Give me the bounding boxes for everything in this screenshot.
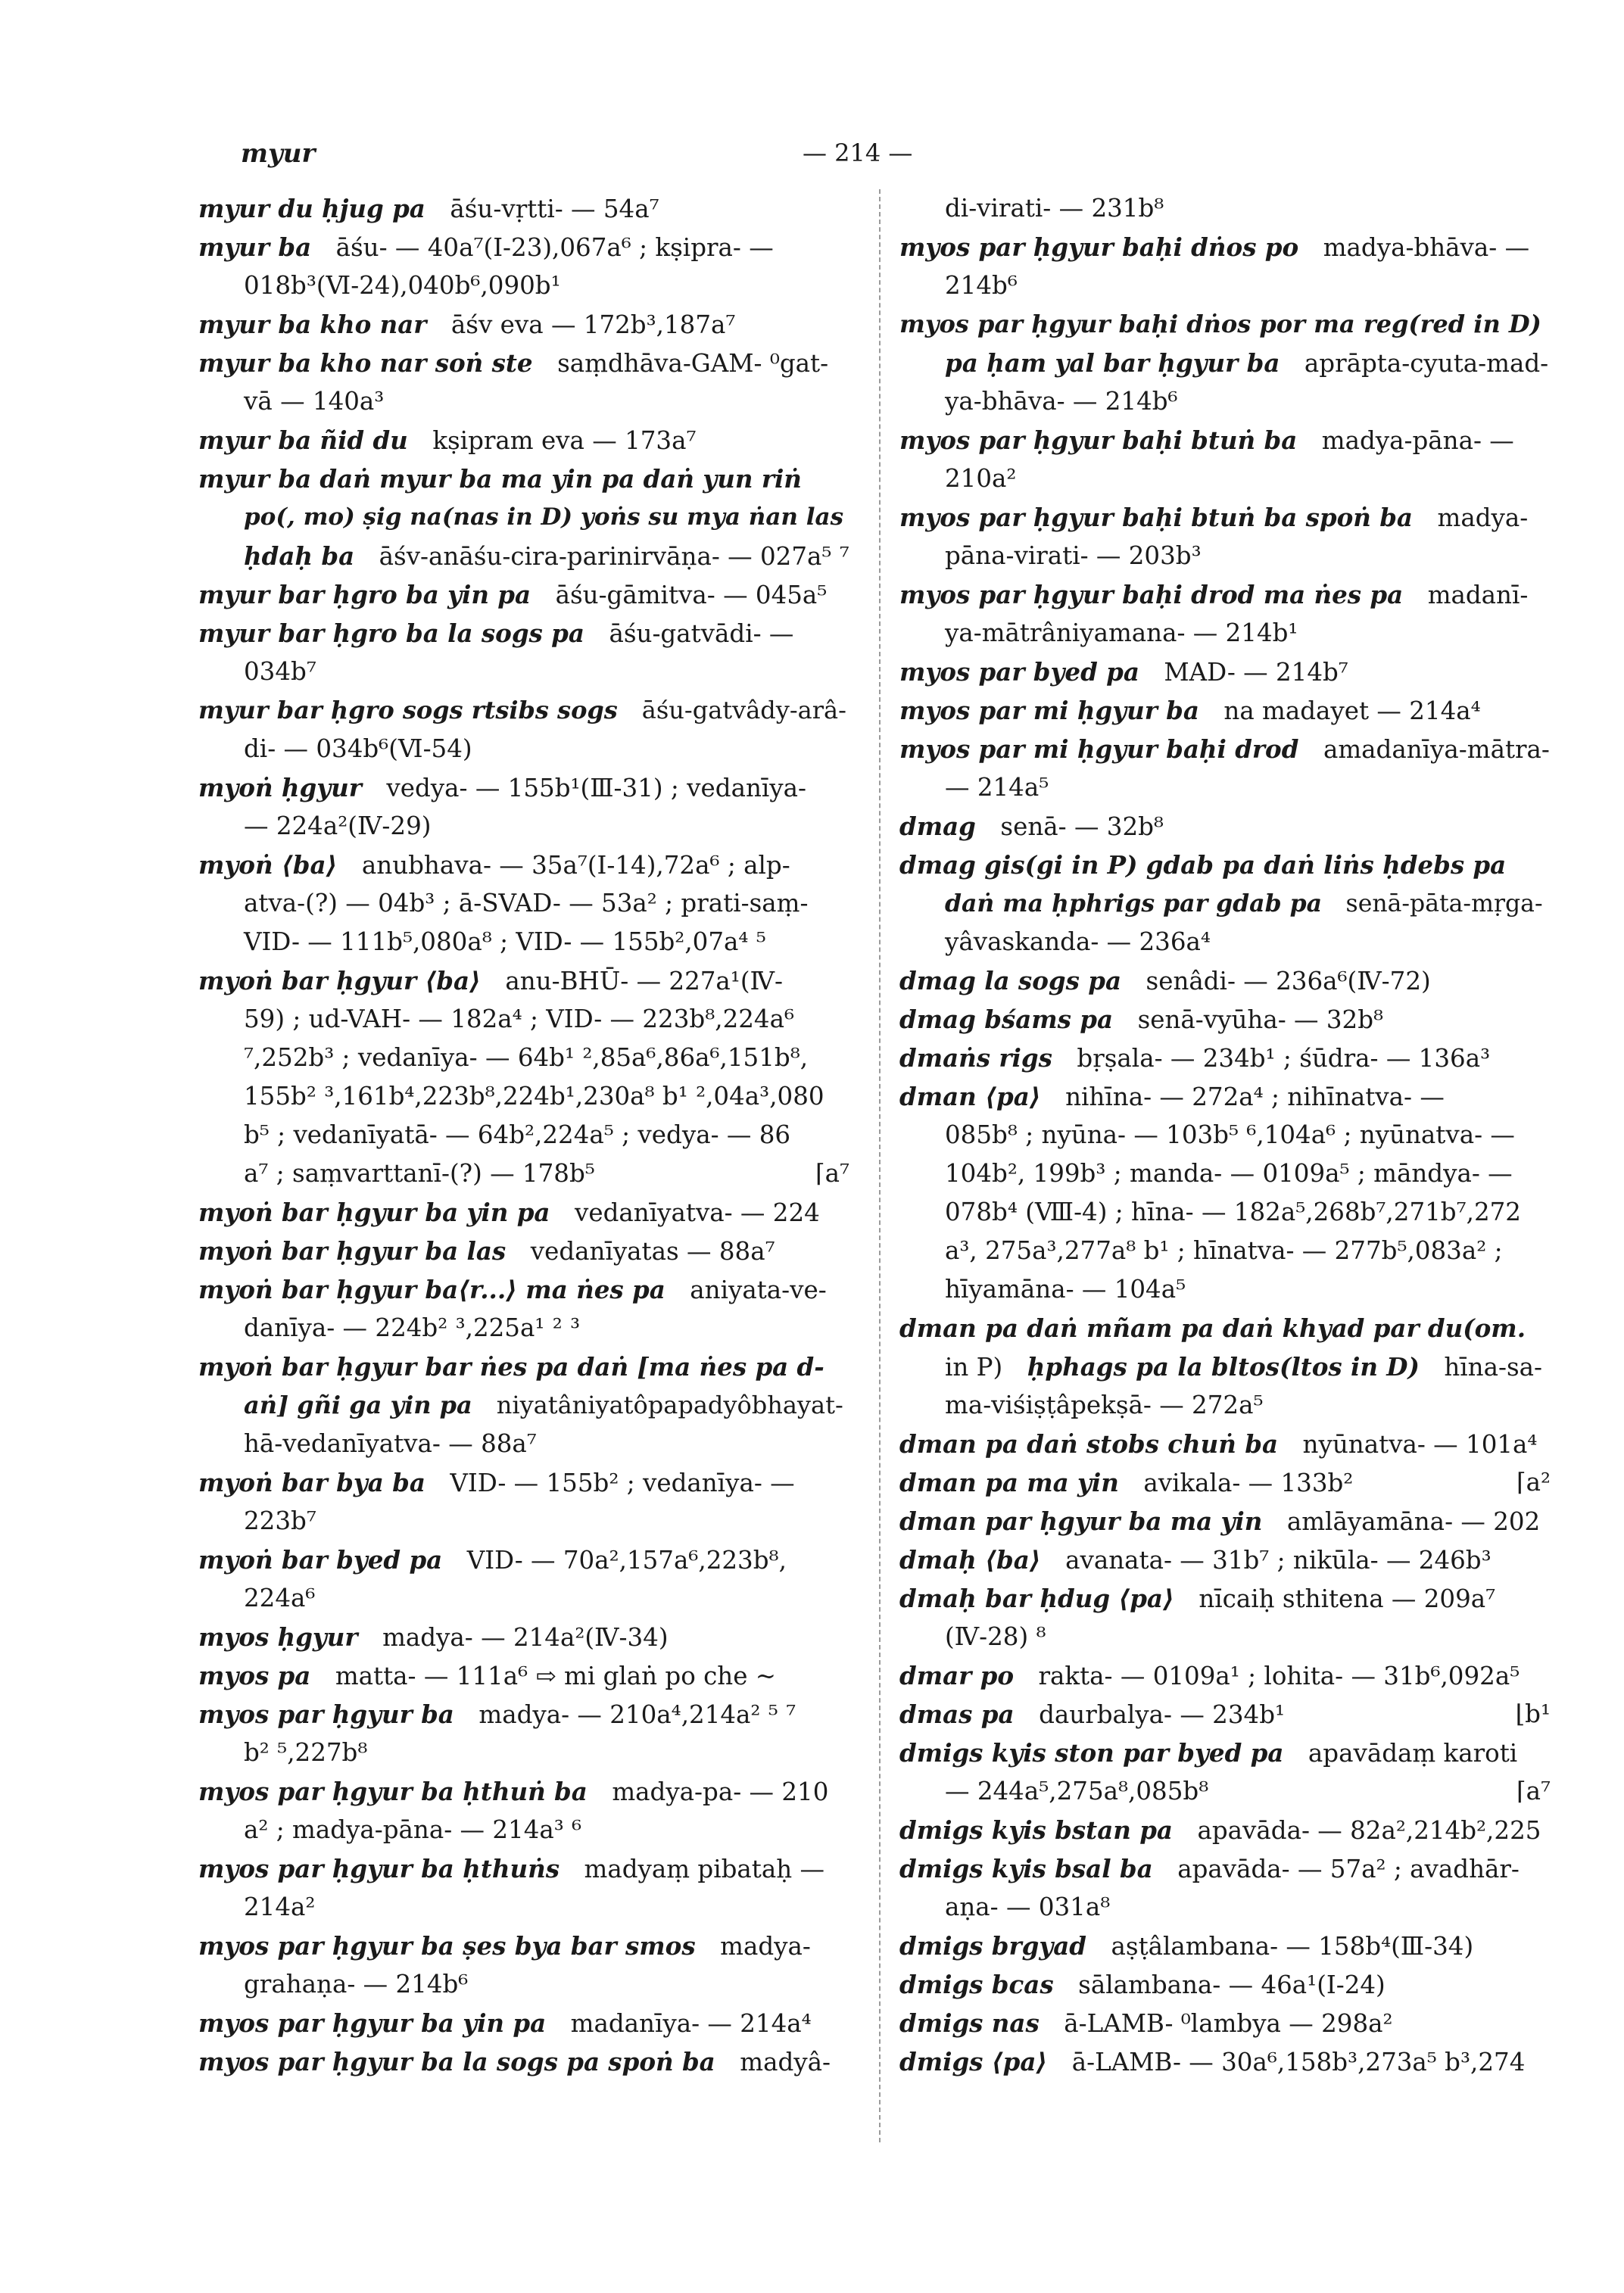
dictionary-line <box>198 1618 849 1656</box>
dictionary-line <box>899 266 1551 305</box>
sanskrit-equivalent: saṃdhāva-GAM- ⁰gat- <box>557 349 829 378</box>
tibetan-headword: myos par ḥgyur baḥi dṅos po <box>899 232 1299 262</box>
dictionary-line <box>198 1772 849 1811</box>
margin-mark: ⌈a² <box>1516 1468 1551 1497</box>
dictionary-line <box>899 1425 1551 1463</box>
dictionary-line <box>899 1579 1551 1618</box>
tibetan-headword: myoṅ ⟨ba⟩ <box>198 850 338 880</box>
sanskrit-equivalent: matta- — 111a⁶ ⇨ mi glaṅ po che ~ <box>335 1662 777 1690</box>
sanskrit-equivalent: a³, 275a³,277a⁸ b¹ ; hīnatva- — 277b⁵,083a² ; <box>945 1236 1503 1265</box>
dictionary-line <box>899 807 1551 846</box>
dictionary-line <box>198 1193 849 1232</box>
dictionary-line <box>899 730 1551 768</box>
tibetan-headword: myos par ḥgyur baḥi btuṅ ba spoṅ ba <box>899 503 1413 532</box>
sanskrit-equivalent: hīyamāna- — 104a⁵ <box>945 1275 1186 1304</box>
tibetan-headword: dmag gis(gi in P) gdab pa daṅ liṅs ḥdebs pa <box>899 850 1507 880</box>
tibetan-headword: dmigs bcas <box>899 1970 1054 1999</box>
dictionary-line <box>198 1154 849 1193</box>
tibetan-headword: dman ⟨pa⟩ <box>899 1082 1041 1111</box>
dictionary-line <box>198 884 849 923</box>
dictionary-line <box>899 1656 1551 1695</box>
dictionary-line <box>899 1541 1551 1579</box>
sanskrit-equivalent: anubhava- — 35a⁷(Ⅰ-14),72a⁶ ; alp- <box>361 851 790 880</box>
sanskrit-equivalent: 018b³(Ⅵ-24),040b⁶,090b¹ <box>244 271 561 300</box>
tibetan-headword: myur ba <box>198 232 312 262</box>
tibetan-headword: myur du ḥjug pa <box>198 194 425 223</box>
dictionary-line <box>198 807 849 846</box>
sanskrit-equivalent: madya- — 210a⁴,214a² ⁵ ⁷ <box>478 1700 796 1729</box>
tibetan-headword: dmag bśams pa <box>899 1005 1114 1034</box>
dictionary-line <box>899 1695 1551 1734</box>
dictionary-line <box>198 923 849 961</box>
sanskrit-equivalent: 085b⁸ ; nyūna- — 103b⁵ ⁶,104a⁶ ; nyūnatva- — <box>945 1120 1515 1149</box>
dictionary-line <box>198 1541 849 1579</box>
tibetan-headword: myos ḥgyur <box>198 1622 358 1652</box>
tibetan-headword: dman pa daṅ stobs chuṅ ba <box>899 1429 1279 1459</box>
dictionary-line <box>899 691 1551 730</box>
tibetan-headword: myoṅ bar byed pa <box>198 1545 443 1575</box>
dictionary-line <box>899 1193 1551 1232</box>
sanskrit-equivalent: VID- — 111b⁵,080a⁸ ; VID- — 155b²,07a⁴ ⁵ <box>244 927 766 956</box>
dictionary-line <box>899 1386 1551 1425</box>
sanskrit-equivalent: anu-BHŪ- — 227a¹(Ⅳ- <box>505 967 783 995</box>
dictionary-line <box>198 614 849 653</box>
dictionary-line <box>899 1000 1551 1039</box>
dictionary-line <box>198 2042 849 2081</box>
dictionary-line <box>198 266 849 305</box>
margin-mark: ⌈a⁷ <box>1516 1777 1551 1805</box>
sanskrit-equivalent: aṣṭâlambana- — 158b⁴(Ⅲ-34) <box>1111 1932 1474 1961</box>
dictionary-line <box>899 2004 1551 2042</box>
dictionary-line <box>899 575 1551 614</box>
sanskrit-equivalent: aniyata-ve- <box>690 1276 827 1304</box>
dictionary-line <box>198 691 849 730</box>
dictionary-line <box>198 344 849 382</box>
dictionary-line <box>899 1232 1551 1270</box>
dictionary-line <box>198 305 849 344</box>
tibetan-headword: myos pa <box>198 1661 311 1690</box>
dictionary-line <box>899 1772 1551 1811</box>
tibetan-headword: myur bar ḥgro sogs rtsibs sogs <box>198 696 618 724</box>
tibetan-headword: myur ba kho nar soṅ ste <box>198 348 533 378</box>
dictionary-line <box>198 382 849 421</box>
dictionary-line <box>198 846 849 884</box>
sanskrit-equivalent: rakta- — 0109a¹ ; lohita- — 31b⁶,092a⁵ <box>1038 1662 1520 1690</box>
sanskrit-equivalent: ma-viśiṣṭâpekṣā- — 272a⁵ <box>945 1391 1264 1419</box>
sanskrit-equivalent: vā — 140a³ <box>244 387 385 416</box>
sanskrit-equivalent: ya-mātrâniyamana- — 214b¹ <box>945 618 1298 647</box>
sanskrit-equivalent: hā-vedanīyatva- — 88a⁷ <box>244 1429 537 1458</box>
dictionary-line <box>899 1811 1551 1849</box>
tibetan-headword: myos par ḥgyur ba ḥthuṅs <box>198 1854 560 1883</box>
dictionary-line <box>899 228 1551 266</box>
tibetan-headword: ḥdaḥ ba <box>244 541 355 571</box>
dictionary-line <box>198 2004 849 2042</box>
dictionary-line <box>198 1888 849 1927</box>
dictionary-line <box>198 1000 849 1039</box>
sanskrit-equivalent: āśu-vṛtti- — 54a⁷ <box>450 195 659 223</box>
dictionary-line <box>198 1463 849 1502</box>
tibetan-headword: myoṅ bar ḥgyur bar ṅes pa daṅ [ma ṅes pa d- <box>198 1352 824 1382</box>
tibetan-headword: dmaṅs rigs <box>899 1043 1052 1073</box>
dictionary-line <box>899 2042 1551 2081</box>
sanskrit-equivalent: apavāda- — 82a²,214b²,225 <box>1197 1816 1541 1845</box>
tibetan-headword: myoṅ bar ḥgyur ba⟨r...⟩ ma ṅes pa <box>198 1275 665 1304</box>
sanskrit-equivalent: 034b⁷ <box>244 657 316 686</box>
tibetan-headword: daṅ ma ḥphrigs par gdab pa <box>945 889 1323 918</box>
sanskrit-equivalent: senā- — 32b⁸ <box>1000 812 1164 841</box>
sanskrit-equivalent: 214a² <box>244 1893 316 1921</box>
dictionary-line <box>198 1232 849 1270</box>
tibetan-headword: dmigs kyis bsal ba <box>899 1854 1153 1883</box>
tibetan-headword: dmigs nas <box>899 2008 1040 2038</box>
sanskrit-equivalent: ā-LAMB- ⁰lambya — 298a² <box>1064 2009 1393 2038</box>
dictionary-line <box>198 537 849 575</box>
sanskrit-equivalent: hīna-sa- <box>1444 1353 1543 1382</box>
tibetan-headword: myur bar ḥgro ba yin pa <box>198 580 531 609</box>
dictionary-line <box>198 1927 849 1965</box>
dictionary-line <box>899 1502 1551 1541</box>
dictionary-line <box>899 614 1551 653</box>
tibetan-headword: dman pa daṅ mñam pa daṅ khyad par du(om. <box>899 1313 1526 1343</box>
tibetan-headword: myos par ḥgyur ba yin pa <box>198 2008 547 2038</box>
dictionary-line <box>198 1386 849 1425</box>
sanskrit-equivalent: āśu-gatvādi- — <box>609 619 794 648</box>
sanskrit-equivalent: avanata- — 31b⁷ ; nikūla- — 246b³ <box>1065 1546 1492 1575</box>
dictionary-line <box>899 1347 1551 1386</box>
sanskrit-equivalent: a⁷ ; saṃvarttanī-(?) — 178b⁵ <box>244 1159 595 1188</box>
running-head: myur <box>241 139 316 169</box>
tibetan-headword: myoṅ ḥgyur <box>198 773 362 802</box>
page-number: — 214 — <box>803 139 913 167</box>
sanskrit-equivalent: daurbalya- — 234b¹ <box>1039 1700 1286 1729</box>
sanskrit-equivalent: nihīna- — 272a⁴ ; nihīnatva- — <box>1065 1083 1445 1111</box>
tibetan-headword: myur ba kho nar <box>198 310 427 339</box>
dictionary-line <box>899 498 1551 537</box>
column-divider <box>879 189 881 2142</box>
sanskrit-equivalent: madya-pāna- — <box>1321 426 1514 455</box>
dictionary-line <box>899 1270 1551 1309</box>
dictionary-line <box>899 382 1551 421</box>
margin-mark: ⌈a⁷ <box>815 1159 849 1188</box>
tibetan-headword: myoṅ bar ḥgyur ba yin pa <box>198 1198 550 1227</box>
sanskrit-equivalent: 223b⁷ <box>244 1506 316 1535</box>
dictionary-line <box>198 1347 849 1386</box>
margin-mark: ⌊b¹ <box>1515 1699 1551 1728</box>
dictionary-line <box>899 1309 1551 1347</box>
dictionary-line <box>899 653 1551 691</box>
sanskrit-equivalent: pāna-virati- — 203b³ <box>945 541 1202 570</box>
tibetan-headword: myos par ḥgyur baḥi drod ma ṅes pa <box>899 580 1404 609</box>
sanskrit-equivalent: (Ⅳ-28) ⁸ <box>945 1622 1046 1651</box>
dictionary-line <box>899 1463 1551 1502</box>
sanskrit-equivalent: madya- <box>1437 503 1529 532</box>
tibetan-headword: myur bar ḥgro ba la sogs pa <box>198 618 584 648</box>
dictionary-line <box>899 923 1551 961</box>
dictionary-line <box>899 344 1551 382</box>
sanskrit-equivalent: 59) ; ud-VAH- — 182a⁴ ; VID- — 223b⁸,224a⁶ <box>244 1005 795 1033</box>
right-column <box>899 189 1551 2081</box>
sanskrit-equivalent: 104b², 199b³ ; manda- — 0109a⁵ ; māndya- — <box>945 1159 1513 1188</box>
sanskrit-equivalent: 155b² ³,161b⁴,223b⁸,224b¹,230a⁸ b¹ ²,04a³,080 <box>244 1082 824 1111</box>
dictionary-line <box>899 846 1551 884</box>
tibetan-headword: dmag la sogs pa <box>899 966 1122 995</box>
dictionary-line <box>899 460 1551 498</box>
sanskrit-equivalent: nīcaiḥ sthitena — 209a⁷ <box>1199 1584 1496 1613</box>
tibetan-headword: myur ba daṅ myur ba ma yin pa daṅ yun riṅ <box>198 464 802 494</box>
tibetan-headword: myoṅ bar bya ba <box>198 1468 425 1497</box>
tibetan-headword: pa ḥam yal bar ḥgyur ba <box>945 348 1280 378</box>
sanskrit-equivalent: bṛṣala- — 234b¹ ; śūdra- — 136a³ <box>1077 1044 1491 1073</box>
sanskrit-equivalent: — 214a⁵ <box>945 773 1049 802</box>
dictionary-line <box>198 1502 849 1541</box>
sanskrit-equivalent: madyâ- <box>740 2048 831 2076</box>
dictionary-line <box>198 653 849 691</box>
tibetan-headword: dman par ḥgyur ba ma yin <box>899 1506 1263 1536</box>
sanskrit-equivalent: apavādaṃ karoti <box>1308 1739 1518 1768</box>
sanskrit-equivalent: vedya- — 155b¹(Ⅲ-31) ; vedanīya- <box>386 774 807 802</box>
dictionary-line <box>198 1309 849 1347</box>
sanskrit-equivalent: madya- — 214a²(Ⅳ-34) <box>382 1623 669 1652</box>
sanskrit-equivalent: madya-bhāva- — <box>1323 233 1530 262</box>
tibetan-headword: aṅ] gñi ga yin pa <box>244 1391 472 1419</box>
sanskrit-equivalent: 214b⁶ <box>945 271 1018 300</box>
tibetan-headword: ḥphags pa la bltos(ltos in D) <box>1027 1352 1420 1382</box>
sanskrit-equivalent: 210a² <box>945 464 1017 493</box>
sanskrit-equivalent: āśv-anāśu-cira-parinirvāṇa- — 027a⁵ ⁷ <box>379 542 849 571</box>
tibetan-headword: dman pa ma yin <box>899 1468 1119 1497</box>
tibetan-headword: po(, mo) ṣig na(nas in D) yoṅs su mya ṅan las <box>244 503 844 531</box>
left-column <box>198 189 849 2081</box>
dictionary-line <box>899 768 1551 807</box>
dictionary-line <box>899 305 1551 344</box>
sanskrit-equivalent: āśu- — 40a⁷(Ⅰ-23),067a⁶ ; kṣipra- — <box>335 233 774 262</box>
dictionary-line <box>198 730 849 768</box>
tibetan-headword: myos par ḥgyur ba ṣes bya bar smos <box>198 1931 696 1961</box>
tibetan-headword: myos par ḥgyur ba ḥthuṅ ba <box>198 1777 588 1806</box>
sanskrit-equivalent: ya-bhāva- — 214b⁶ <box>945 387 1178 416</box>
dictionary-line <box>198 460 849 498</box>
sanskrit-equivalent: aṇa- — 031a⁸ <box>945 1893 1111 1921</box>
dictionary-line <box>198 498 849 537</box>
tibetan-headword: myos par ḥgyur baḥi dṅos por ma reg(red in D) <box>899 310 1541 338</box>
sanskrit-equivalent: na madayet — 214a⁴ <box>1223 696 1481 725</box>
sanskrit-equivalent: di-virati- — 231b⁸ <box>945 194 1164 223</box>
dictionary-line <box>198 1270 849 1309</box>
sanskrit-equivalent: atva-(?) — 04b³ ; ā-SVAD- — 53a² ; prati-saṃ- <box>244 889 809 918</box>
sanskrit-equivalent: danīya- — 224b² ³,225a¹ ² ³ <box>244 1313 581 1342</box>
tibetan-headword: myos par byed pa <box>899 657 1139 687</box>
sanskrit-equivalent: amlāyamāna- — 202 <box>1286 1507 1541 1536</box>
tibetan-headword: dmas pa <box>899 1699 1015 1729</box>
sanskrit-equivalent: senâdi- — 236a⁶(Ⅳ-72) <box>1146 967 1431 995</box>
dictionary-line <box>198 1116 849 1154</box>
sanskrit-equivalent: vedanīyatas — 88a⁷ <box>530 1237 775 1266</box>
dictionary-line <box>899 1116 1551 1154</box>
dictionary-line <box>899 1927 1551 1965</box>
sanskrit-equivalent: di- — 034b⁶(Ⅵ-54) <box>244 734 472 763</box>
tibetan-headword: dmaḥ ⟨ba⟩ <box>899 1545 1041 1575</box>
dictionary-line <box>198 1656 849 1695</box>
tibetan-headword: myos par mi ḥgyur baḥi drod <box>899 734 1299 764</box>
sanskrit-equivalent: yâvaskanda- — 236a⁴ <box>945 927 1211 956</box>
dictionary-line <box>899 1077 1551 1116</box>
sanskrit-equivalent: avikala- — 133b² <box>1143 1469 1354 1497</box>
sanskrit-equivalent: VID- — 70a²,157a⁶,223b⁸, <box>466 1546 787 1575</box>
dictionary-line <box>198 1077 849 1116</box>
sanskrit-equivalent: sālambana- — 46a¹(Ⅰ-24) <box>1078 1971 1386 1999</box>
dictionary-line <box>899 1888 1551 1927</box>
dictionary-line <box>899 421 1551 460</box>
sanskrit-equivalent: āśv eva — 172b³,187a⁷ <box>450 310 736 339</box>
sanskrit-equivalent: nyūnatva- — 101a⁴ <box>1302 1430 1538 1459</box>
tibetan-headword: myos par ḥgyur ba la sogs pa spoṅ ba <box>198 2047 715 2076</box>
dictionary-line <box>899 189 1551 228</box>
tibetan-headword: myos par ḥgyur baḥi btuṅ ba <box>899 425 1298 455</box>
dictionary-line <box>198 1734 849 1772</box>
sanskrit-equivalent: senā-pāta-mṛga- <box>1345 890 1543 918</box>
dictionary-line <box>899 1965 1551 2004</box>
sanskrit-equivalent: b² ⁵,227b⁸ <box>244 1738 368 1767</box>
sanskrit-equivalent: 224a⁶ <box>244 1584 316 1612</box>
sanskrit-equivalent: apavāda- — 57a² ; avadhār- <box>1177 1855 1520 1883</box>
dictionary-line <box>899 537 1551 575</box>
sanskrit-equivalent: niyatâniyatôpapadyôbhayat- <box>496 1391 843 1419</box>
sanskrit-equivalent: — 224a²(Ⅳ-29) <box>244 812 432 840</box>
dictionary-line <box>198 1695 849 1734</box>
dictionary-line <box>899 1734 1551 1772</box>
sanskrit-equivalent: VID- — 155b² ; vedanīya- — <box>450 1469 795 1497</box>
dictionary-line <box>899 1039 1551 1077</box>
tibetan-headword: myoṅ bar ḥgyur ⟨ba⟩ <box>198 966 481 995</box>
sanskrit-equivalent: madya- <box>720 1932 811 1961</box>
sanskrit-equivalent: aprāpta-cyuta-mad- <box>1304 349 1549 378</box>
sanskrit-equivalent: in P) <box>945 1353 1003 1382</box>
dictionary-line <box>198 1849 849 1888</box>
sanskrit-equivalent: āśu-gatvâdy-arâ- <box>641 696 846 724</box>
tibetan-headword: dmaḥ bar ḥdug ⟨pa⟩ <box>899 1584 1174 1613</box>
dictionary-line <box>198 1965 849 2004</box>
tibetan-headword: dmigs kyis ston par byed pa <box>899 1738 1284 1768</box>
tibetan-headword: dmigs ⟨pa⟩ <box>899 2047 1048 2076</box>
sanskrit-equivalent: ⁷,252b³ ; vedanīya- — 64b¹ ²,85a⁶,86a⁶,151b⁸, <box>244 1043 809 1072</box>
tibetan-headword: dmar po <box>899 1661 1015 1690</box>
dictionary-line <box>198 961 849 1000</box>
sanskrit-equivalent: madanī- <box>1427 581 1529 609</box>
sanskrit-equivalent: MAD- — 214b⁷ <box>1164 658 1348 687</box>
tibetan-headword: myoṅ bar ḥgyur ba las <box>198 1236 507 1266</box>
dictionary-line <box>198 575 849 614</box>
sanskrit-equivalent: — 244a⁵,275a⁸,085b⁸ <box>945 1777 1209 1805</box>
dictionary-line <box>899 884 1551 923</box>
dictionary-line <box>198 1425 849 1463</box>
dictionary-line <box>198 1039 849 1077</box>
tibetan-headword: myos par ḥgyur ba <box>198 1699 454 1729</box>
dictionary-line <box>198 228 849 266</box>
dictionary-line <box>198 421 849 460</box>
sanskrit-equivalent: ā-LAMB- — 30a⁶,158b³,273a⁵ b³,274 <box>1071 2048 1526 2076</box>
sanskrit-equivalent: kṣipram eva — 173a⁷ <box>432 426 697 455</box>
sanskrit-equivalent: amadanīya-mātra- <box>1323 735 1550 764</box>
sanskrit-equivalent: madanīya- — 214a⁴ <box>570 2009 812 2038</box>
sanskrit-equivalent: madya-pa- — 210 <box>612 1777 829 1806</box>
tibetan-headword: myur ba ñid du <box>198 425 408 455</box>
dictionary-line <box>899 1154 1551 1193</box>
sanskrit-equivalent: senā-vyūha- — 32b⁸ <box>1137 1005 1384 1034</box>
sanskrit-equivalent: 078b⁴ (Ⅷ-4) ; hīna- — 182a⁵,268b⁷,271b⁷,272 <box>945 1198 1521 1226</box>
dictionary-line <box>198 1579 849 1618</box>
dictionary-line <box>198 189 849 228</box>
tibetan-headword: dmigs brgyad <box>899 1931 1087 1961</box>
tibetan-headword: dmag <box>899 812 976 841</box>
dictionary-line <box>899 961 1551 1000</box>
sanskrit-equivalent: āśu-gāmitva- — 045a⁵ <box>555 581 828 609</box>
sanskrit-equivalent: vedanīyatva- — 224 <box>574 1198 820 1227</box>
sanskrit-equivalent: a² ; madya-pāna- — 214a³ ⁶ <box>244 1815 582 1844</box>
dictionary-line <box>198 1811 849 1849</box>
dictionary-line <box>198 768 849 807</box>
sanskrit-equivalent: madyaṃ pibataḥ — <box>584 1855 824 1883</box>
tibetan-headword: dmigs kyis bstan pa <box>899 1815 1173 1845</box>
tibetan-headword: myos par mi ḥgyur ba <box>899 696 1199 725</box>
sanskrit-equivalent: grahaṇa- — 214b⁶ <box>244 1970 469 1999</box>
dictionary-line <box>899 1849 1551 1888</box>
dictionary-line <box>899 1618 1551 1656</box>
sanskrit-equivalent: b⁵ ; vedanīyatā- — 64b²,224a⁵ ; vedya- — 86 <box>244 1120 791 1149</box>
